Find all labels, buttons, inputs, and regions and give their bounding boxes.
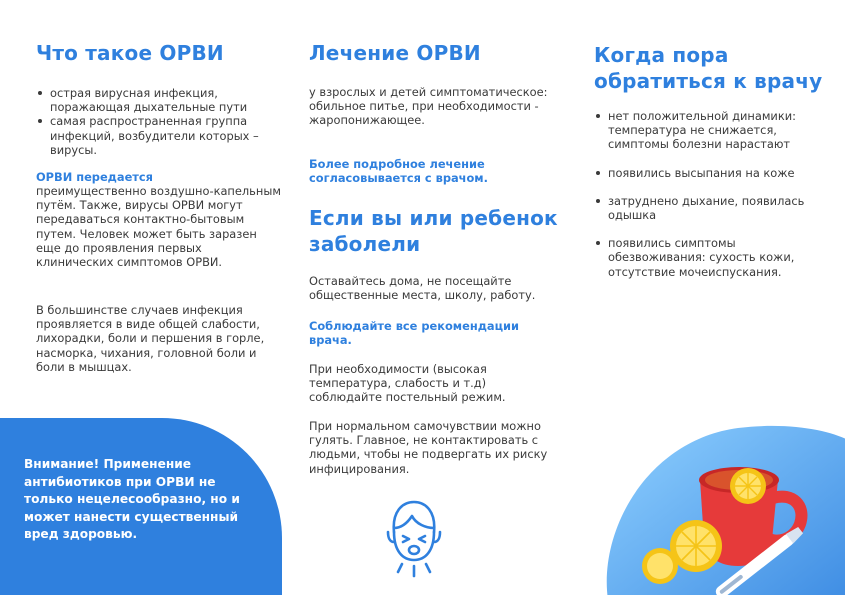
symptoms-paragraph: В большинстве случаев инфекция проявляется в виде общей слабости, лихорадки, боли и першения в горле, насморка, чихания, головной боли и боли в мышцах. — [36, 303, 265, 374]
bed-rest-text: При необходимости (высокая температура, слабость и т.д) соблюдайте постельный режим. — [309, 362, 506, 405]
list-item: самая распространенная группа инфекций, возбудители которых – вирусы. — [36, 114, 276, 157]
list-item: появились симптомы обезвоживания: сухость кожи, отсутствие мочеиспускания. — [594, 236, 834, 279]
sick-face-icon — [382, 498, 446, 582]
list-item: острая вирусная инфекция, поражающая дыхательные пути — [36, 86, 276, 114]
list-item: затруднено дыхание, появилась одышка — [594, 194, 834, 222]
transmission-title: ОРВИ передается — [36, 170, 153, 184]
walking-text: При нормальном самочувствии можно гулять. Главное, не контактировать с людьми, чтобы не подвергать их риску инфицирования. — [309, 419, 548, 476]
what-is-arvi-title: Что такое ОРВИ — [36, 41, 224, 65]
attention-text: Внимание! Применение антибиотиков при ОРВИ не только нецелесообразно, но и может нанести существенный вред здоровью. — [24, 457, 240, 542]
transmission-text: преимущественно воздушно-капельным путём. Также, вирусы ОРВИ могут передаваться контактно-бытовым путем. Человек может быть заразен еще до проявления первых клинических симптомов ОРВИ. — [36, 184, 281, 270]
tea-illustration — [588, 420, 845, 595]
treatment-more-note: Более подробное лечение согласовывается с врачом. — [309, 157, 488, 186]
see-doctor-title: Когда пора обратиться к врачу — [594, 43, 823, 93]
arvi-definition-list — [36, 86, 276, 157]
warning-signs-list — [594, 109, 834, 293]
stay-home-text: Оставайтесь дома, не посещайте общественные места, школу, работу. — [309, 274, 536, 303]
list-item: появились высыпания на коже — [594, 166, 834, 180]
treatment-title: Лечение ОРВИ — [309, 41, 481, 65]
treatment-text: у взрослых и детей симптоматическое: обильное питье, при необходимости - жаропонижающее. — [309, 85, 548, 128]
if-sick-title: Если вы или ребенок заболели — [309, 206, 558, 256]
list-item: нет положительной динамики: температура не снижается, симптомы болезни нарастают — [594, 109, 834, 152]
follow-doctor-text: Соблюдайте все рекомендации врача. — [309, 319, 519, 348]
